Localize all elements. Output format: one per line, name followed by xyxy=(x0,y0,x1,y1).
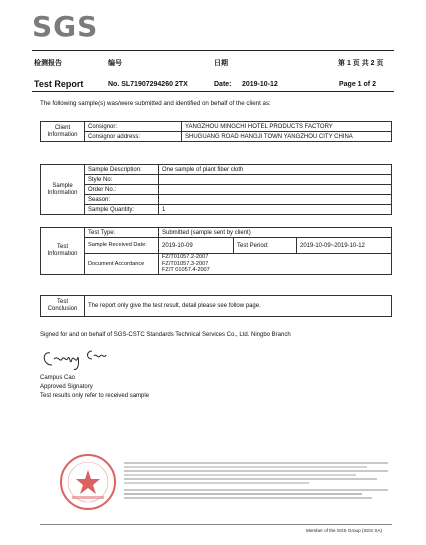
sgs-logo: SGS xyxy=(32,10,99,43)
signatory-name: Campus Cao xyxy=(40,375,76,381)
header-rule-2 xyxy=(32,91,394,92)
test-period-value: 2019-10-09~2019-10-12 xyxy=(297,238,392,254)
document-standard: FZ/T01057.3-2007 xyxy=(162,260,209,267)
client-info-table xyxy=(40,121,392,142)
test-type-value: Submitted (sample sent by client) xyxy=(159,228,392,238)
client-section-label: Client Information xyxy=(41,122,85,142)
sample-received-value: 2019-10-09 xyxy=(159,238,234,254)
signature-handwriting xyxy=(40,343,110,373)
header-rule xyxy=(32,50,394,51)
consignor-address-value: SHUGUANG ROAD HANGJI TOWN YANGZHOU CITY CHINA xyxy=(182,132,392,142)
signatory-title: Approved Signatory xyxy=(40,384,93,390)
sample-quantity-value: 1 xyxy=(159,205,392,215)
order-no-label: Order No.: xyxy=(85,185,159,195)
conclusion-table xyxy=(40,295,392,317)
page-cn: 第 1 页 共 2 页 xyxy=(338,60,384,67)
season-label: Season: xyxy=(85,195,159,205)
report-title-cn: 检测报告 xyxy=(34,60,62,67)
conclusion-section-label: Test Conclusion xyxy=(41,296,85,317)
consignor-label: Consignor: xyxy=(85,122,182,132)
report-number: No. SL71907294260 2TX xyxy=(108,81,188,88)
signed-for-text: Signed for and on behalf of SGS-CSTC Standards Technical Services Co., Ltd. Ningbo Branch xyxy=(40,332,291,338)
results-note: Test results only refer to received sample xyxy=(40,393,150,399)
report-title: Test Report xyxy=(34,79,84,89)
document-accordance-values xyxy=(159,254,392,275)
consignor-value: YANGZHOU MINGCHI HOTEL PRODUCTS FACTORY xyxy=(182,122,392,132)
consignor-address-label: Consignor address: xyxy=(85,132,182,142)
date-cn: 日期 xyxy=(214,60,228,67)
intro-text: The following sample(s) was/were submitted and identified on behalf of the client as: xyxy=(40,100,271,107)
sample-description-value: One sample of plant fiber cloth xyxy=(159,165,392,175)
test-section-label: Test Information xyxy=(41,228,85,275)
footer-rule xyxy=(40,524,392,525)
style-no-value xyxy=(159,175,392,185)
report-no-cn: 编号 xyxy=(108,60,122,67)
sample-description-label: Sample Description: xyxy=(85,165,159,175)
test-type-label: Test Type: xyxy=(85,228,159,238)
sample-quantity-label: Sample Quantity: xyxy=(85,205,159,215)
report-date: 2019-10-12 xyxy=(242,81,278,88)
document-accordance-label: Document Accordance xyxy=(85,254,159,275)
season-value xyxy=(159,195,392,205)
document-standard: FZ/T 01057.4-2007 xyxy=(162,267,210,274)
date-label: Date: xyxy=(214,81,232,88)
official-seal xyxy=(58,452,118,512)
test-info-table xyxy=(40,227,392,275)
sample-section-label: Sample Information xyxy=(41,165,85,215)
page-number: Page 1 of 2 xyxy=(339,81,376,88)
sample-received-label: Sample Received Date: xyxy=(85,238,159,254)
sample-info-table xyxy=(40,164,392,215)
conclusion-text: The report only give the test result, detail please see follow page. xyxy=(85,296,392,317)
footer-fine-print xyxy=(124,460,388,504)
document-standard: FZ/T01057.2-2007 xyxy=(162,254,209,261)
sgs-group-member: Member of the SGS Group (SGS SA) xyxy=(306,528,383,533)
order-no-value xyxy=(159,185,392,195)
style-no-label: Style No: xyxy=(85,175,159,185)
test-period-label: Test Period: xyxy=(234,238,297,254)
